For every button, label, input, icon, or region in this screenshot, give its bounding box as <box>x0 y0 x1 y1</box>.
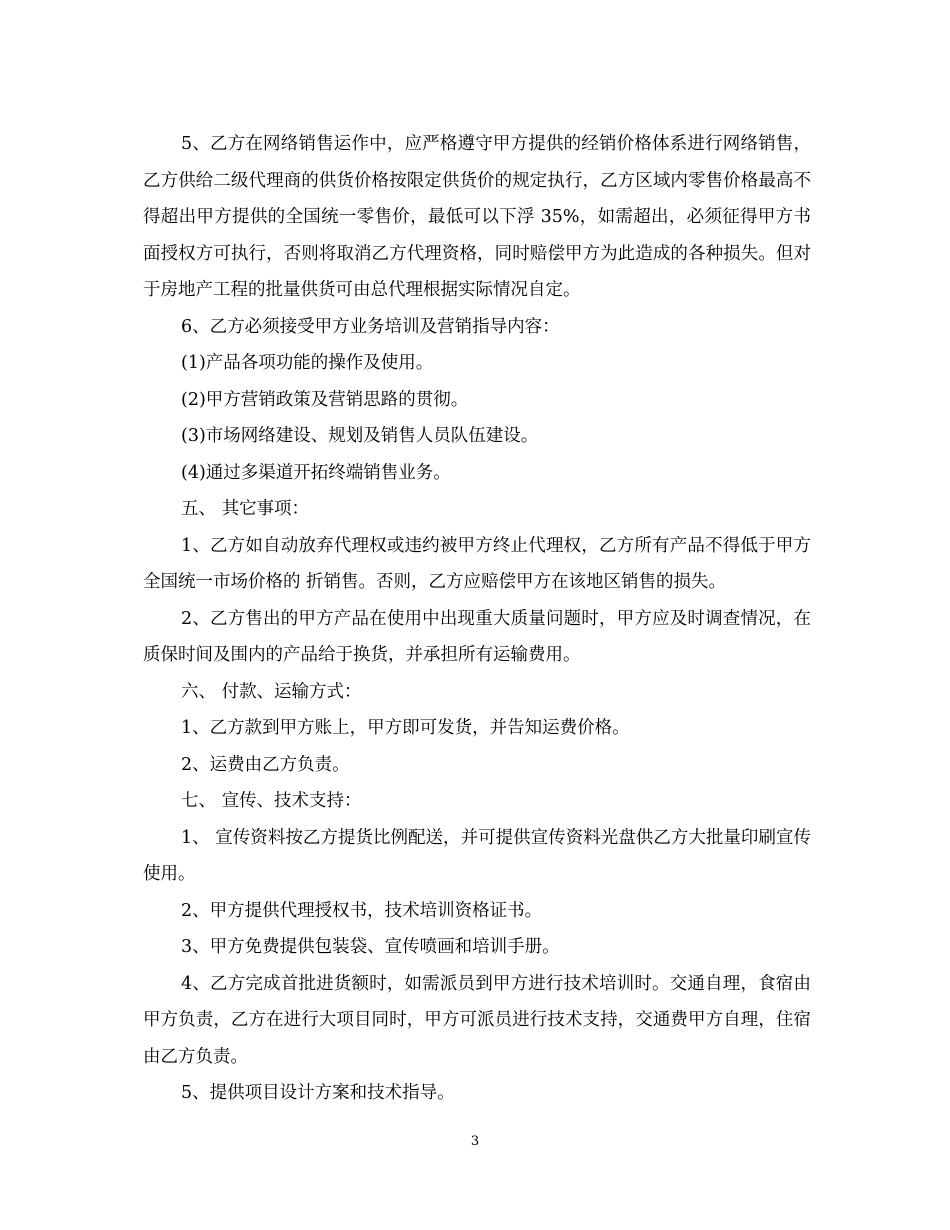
paragraph-support-1: 1、 宣传资料按乙方提货比例配送，并可提供宣传资料光盘供乙方大批量印刷宣传使用。 <box>143 827 811 884</box>
paragraph-6-training: 6、乙方必须接受甲方业务培训及营销指导内容： <box>181 316 560 337</box>
paragraph-other-1: 1、乙方如自动放弃代理权或违约被甲方终止代理权，乙方所有产品不得低于甲方全国统一市场价格的 折销售。否则，乙方应赔偿甲方在该地区销售的损失。 <box>143 535 811 592</box>
paragraph-5-network-sales: 5、乙方在网络销售运作中，应严格遵守甲方提供的经销价格体系进行网络销售，乙方供给二级代理商的供货价格按限定供货价的规定执行，乙方区域内零售价格最高不得超出甲方提供的全国统一零售价，最低可以下浮 35%，如需超出，必须征得甲方书面授权方可执行，否则将取消乙方代理资格，同时赔偿甲方为此造成的各种损失。但对于房地产工程的批量供货可由总代理根据实际情况自定。 <box>143 134 811 300</box>
list-item-1: (1)产品各项功能的操作及使用。 <box>181 353 434 373</box>
list-item-3: (3)市场网络建设、规划及销售人员队伍建设。 <box>181 426 539 446</box>
paragraph-other-2: 2、乙方售出的甲方产品在使用中出现重大质量问题时，甲方应及时调查情况，在质保时间及围内的产品给于换货，并承担所有运输费用。 <box>143 608 811 665</box>
document-body <box>143 126 811 1112</box>
section-heading-5: 五、 其它事项： <box>181 499 310 519</box>
paragraph-payment-2: 2、运费由乙方负责。 <box>181 754 350 775</box>
page-number: 3 <box>470 1134 480 1149</box>
list-item-4: (4)通过多渠道开拓终端销售业务。 <box>181 462 451 483</box>
paragraph-payment-1: 1、乙方款到甲方账上，甲方即可发货，并告知运费价格。 <box>181 718 630 738</box>
section-heading-7: 七、 宣传、技术支持： <box>181 791 362 811</box>
section-heading-6: 六、 付款、运输方式： <box>181 681 362 702</box>
paragraph-support-2: 2、甲方提供代理授权书，技术培训资格证书。 <box>181 900 543 921</box>
paragraph-support-4: 4、乙方完成首批进货额时，如需派员到甲方进行技术培训时。交通自理，食宿由甲方负责，乙方在进行大项目同时，甲方可派员进行技术支持，交通费甲方自理，住宿由乙方负责。 <box>143 973 811 1067</box>
list-item-2: (2)甲方营销政策及营销思路的贯彻。 <box>181 389 469 410</box>
paragraph-support-5: 5、提供项目设计方案和技术指导。 <box>181 1083 455 1103</box>
paragraph-support-3: 3、甲方免费提供包装袋、宣传喷画和培训手册。 <box>181 937 560 957</box>
